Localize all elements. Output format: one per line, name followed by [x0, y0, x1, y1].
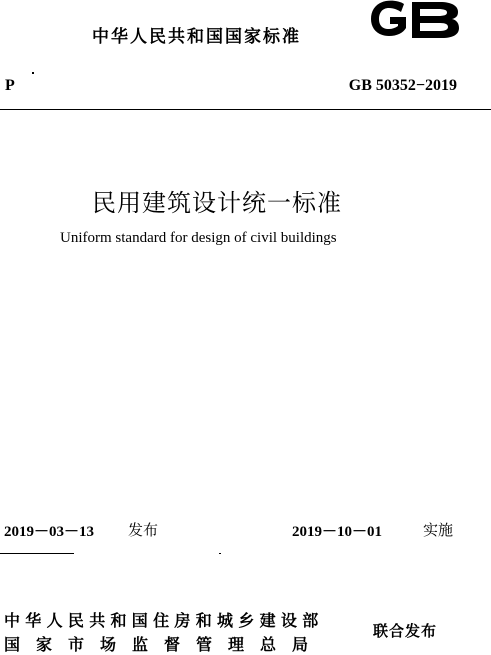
scan-speck: [219, 553, 221, 554]
joint-issue-label: 联合发布: [373, 622, 438, 640]
category-code: P: [5, 77, 15, 94]
footer-rule: [0, 553, 74, 554]
scan-speck: [32, 72, 34, 74]
implementation-label: 实施: [423, 521, 454, 539]
issuer-line-2: 国家市场监督管理总局: [4, 635, 325, 654]
implementation-date: 2019－10－01: [292, 524, 383, 540]
gb-logo-mark: [371, 1, 459, 38]
header-title: 中华人民共和国国家标准: [92, 27, 301, 47]
gb-logo: [370, 0, 460, 40]
issue-label: 发布: [128, 521, 159, 539]
header-divider: [0, 109, 491, 110]
document-title-cn: 民用建筑设计统一标准: [92, 189, 342, 217]
standard-number: GB 50352−2019: [348, 77, 457, 94]
issue-date: 2019－03－13: [4, 524, 95, 540]
document-title-en: Uniform standard for design of civil buildings: [60, 230, 337, 246]
issuer-line-1: 中华人民共和国住房和城乡建设部: [4, 611, 324, 630]
